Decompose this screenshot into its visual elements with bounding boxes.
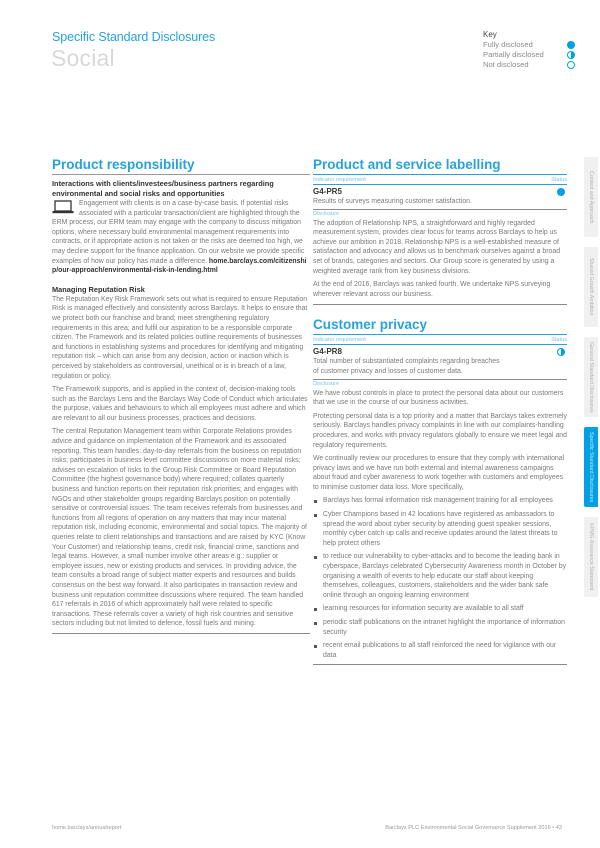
footer-url[interactable]: home.barclays/annualreport — [52, 825, 122, 831]
fully-disclosed-icon — [567, 41, 575, 49]
indicator-row-pr5 — [313, 187, 567, 197]
labelling-paragraph-2: At the end of 2016, Barclays was ranked fourth. We undertake NPS surveying wherever relevant across our business. — [313, 280, 567, 305]
privacy-paragraph-3: We continually review our procedures to ensure that they comply with international privacy laws and we have run both external and internal awareness campaigns about fraud and cyber awareness to work together with customers and employees to minimise customer data loss. More specifically, — [313, 455, 565, 491]
list-item: learning resources for information security are available to all staff — [313, 604, 567, 614]
list-item: periodic staff publications on the intranet highlight the importance of information security — [313, 618, 567, 637]
indicator-header — [313, 335, 567, 345]
list-item: Cyber Champions based in 42 locations have registered as ambassadors to spread the word about cyber security by attending guest speaker sessions, monthly cyber catch up calls and receive updates around the latest threats to help protect others — [313, 510, 567, 548]
tab-kpmg-assurance-statement[interactable]: KPMG Assurance Statement — [584, 517, 598, 597]
reputation-paragraph-2: The Framework supports, and is applied in the context of, decision-making tools such as the Barclays Lens and the Barclays Way Code of Conduct which articulates the purpose, values and behaviours to which all employees must adhere and which are relevant to all our business processes, practices and decisions. — [52, 386, 308, 422]
indicator-requirement-label: Indicator requirement — [313, 337, 366, 344]
key-item-not — [483, 60, 575, 70]
disclosure-label: Disclosure — [313, 380, 340, 387]
section-label: Specific Standard Disclosures — [52, 30, 216, 44]
key-item-partially — [483, 50, 575, 60]
page-title: Social — [51, 45, 115, 71]
section-heading-privacy: Customer privacy — [313, 317, 567, 335]
privacy-paragraph-2: Protecting personal data is a top priority and a matter that Barclays takes extremely seriously. Barclays handles privacy complaints in line with our complaints-handling procedures, and works with privacy regulators globally to ensure we meet legal and regulatory requirements. — [313, 412, 567, 449]
citizenship-link[interactable]: home.barclays.com/citizenship/our-approach/environmental-risk-in-lending.html — [52, 257, 307, 275]
status-label: Status — [551, 337, 567, 344]
privacy-bullet-list — [313, 496, 567, 665]
key-label: Not disclosed — [483, 60, 529, 69]
reputation-paragraph-1: The Reputation Key Risk Framework sets out what is required to ensure Reputation Risk is managed effectively and consistently across Barclays. It helps to ensure that we protect both our franchise and brand; meet strengthening regulatory requirements in this area; and fulfil our aspiration to be a responsible corporate citizen. The Framework and its related policies outline requirements of businesses and functions in establishing systems and procedures for identifying and mitigating reputation risk – which can arise from any decision, action or inaction which is perceived by stakeholders as controversial, unethical or is in breach of a law, regulation or policy. — [52, 295, 308, 380]
key-item-fully — [483, 40, 575, 50]
privacy-paragraph-1: We have robust controls in place to protect the personal data about our customers that we use in the course of our business activities. — [313, 389, 564, 407]
key-title: Key — [483, 30, 497, 39]
partially-disclosed-icon — [567, 51, 575, 59]
indicator-requirement: Results of surveys measuring customer satisfaction. — [313, 197, 567, 210]
key-label: Fully disclosed — [483, 40, 533, 49]
footer-page-info: Barclays PLC Environmental Social Governance Supplement 2016 • 43 — [385, 825, 562, 831]
partially-disclosed-icon — [557, 348, 565, 356]
laptop-icon — [52, 200, 74, 214]
list-item: recent email publications to all staff reinforced the need for vigilance with our data — [313, 641, 567, 660]
tab-specific-standard-disclosures[interactable]: Specific Standard Disclosures — [584, 427, 598, 507]
tab-context-and-approach[interactable]: Context and Approach — [584, 157, 598, 237]
section-heading-labelling: Product and service labelling — [313, 157, 567, 175]
list-item: to reduce our vulnerability to cyber-attacks and to become the leading bank in cyberspace, Barclays celebrated Cybersecurity Awareness month in October by organising a wealth of events to help educate our staff about keeping themselves, colleagues, customers, stakeholders and the wider bank safe online through an ongoing learning environment — [313, 552, 567, 600]
disclosure-label: Disclosure — [313, 210, 340, 217]
reputation-heading: Managing Reputation Risk — [52, 284, 145, 294]
indicator-requirement: Total number of substantiated complaints regarding breaches of customer privacy and losses of customer data. — [313, 357, 567, 379]
status-label: Status — [551, 177, 567, 183]
fully-disclosed-icon — [557, 188, 565, 196]
section-heading-product-responsibility: Product responsibility — [52, 157, 310, 175]
indicator-header — [313, 175, 567, 185]
interactions-heading: Interactions with clients/investees/business partners regarding environmental and social risks and opportunities — [52, 179, 274, 198]
indicator-row-pr8 — [313, 347, 567, 357]
list-item: Barclays has formal information risk management training for all employees — [313, 496, 567, 506]
labelling-paragraph-1: The adoption of Relationship NPS, a straightforward and highly regarded measurement system, provides clear focus for teams across Barclays to help us achieve our ambition in 2018. Relationship NPS is a well-established measure of satisfaction and advocacy and allows us to benchmark ourselves against a broad set of brands, categories and sectors. Our Group score is generated by using a weighted average rank from key business divisions. — [313, 219, 561, 275]
tab-shared-growth-ambition[interactable]: Shared Growth Ambition — [584, 247, 598, 327]
indicator-code: G4-PR8 — [313, 347, 342, 357]
left-column — [52, 157, 310, 634]
interactions-body: Engagement with clients is on a case-by-case basis. If potential risks associated with a particular transaction/client are highlighted through the ERM process, our ERM team may engage with the company to discuss mitigation options, where necessary build environmental management requirements into contracts, or if appropriate action is not taken or the risks are deemed too high, we may decline support for the finance application. On our website we provide specific examples of how our policy has made a difference. home.barclays.com/citizenship/our-approach/environmental-risk-in-lending.html — [52, 200, 307, 275]
disclosure-key — [483, 30, 575, 70]
indicator-code: G4-PR5 — [313, 187, 342, 196]
tab-general-standard-disclosures[interactable]: General Standard Disclosures — [584, 337, 598, 417]
indicator-requirement-label: Indicator requirement — [313, 177, 366, 183]
key-label: Partially disclosed — [483, 50, 544, 59]
not-disclosed-icon — [567, 61, 575, 69]
reputation-paragraph-3: The central Reputation Management team within Corporate Relations provides advice and guidance on implementation of the Framework and its associated reporting. This team handles: day-to-day referrals from the business on reputation risks; participates in business level committee discussions on more material risks; advises on escalation of risks to the Group Risk Committee or Board Reputation Committee (the highest governance body) where required; collates quarterly business and function reports on their reputation risk priorities; and engages with NGOs and other stakeholder groups regarding Barclays position on potentially sensitive or controversial issues. The team receives referrals from businesses and functions from all regions of operation on any matters that may incur material reputation risk, including economic, environmental and social topics. The majority of queries relate to client relationships and transactions and are raised by KYC (Know Your Customer) and relationship teams, credit risk, financial crime, sanctions and legal teams. However, a small number involve other areas e.g.: supplier or employee issues, new or existing products and services. In providing advice, the team consults a broad range of subject matter experts and resources and builds consensus on the best way forward. It also participates in transaction review and business unit reputation committee discussions where required. The team handled 617 referrals in 2016 of which approximately half were related to specific transactions. These referrals cover a variety of high risk countries and sensitive sectors including but not limited to defence, fossil fuels and mining. — [52, 427, 310, 633]
right-column — [313, 157, 567, 665]
